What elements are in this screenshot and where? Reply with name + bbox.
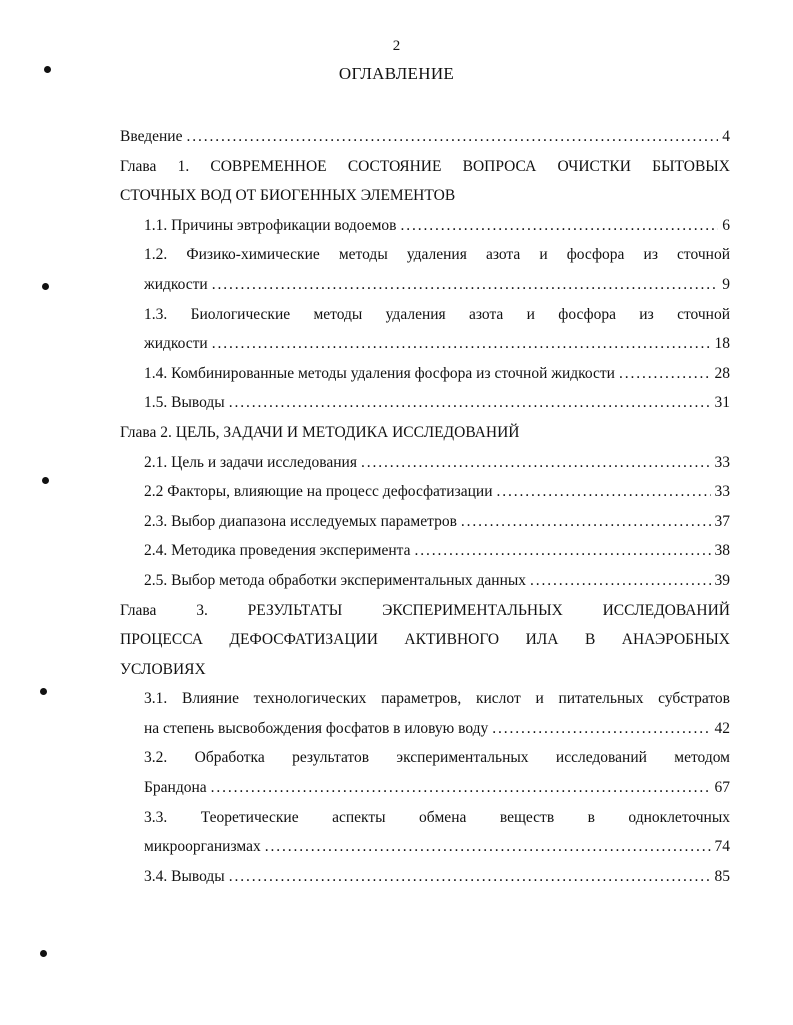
toc-entry-page: 31 <box>714 394 730 412</box>
toc-entry-3-1 <box>144 684 730 743</box>
toc-entry-label: 1.3. Биологические методы удаления азота и фосфора из сточной <box>144 305 730 323</box>
dot-leader <box>492 714 710 744</box>
toc-entry-page: 37 <box>714 512 730 530</box>
toc-entry-2-2 <box>144 477 730 507</box>
toc-entry-1-2 <box>144 240 730 299</box>
toc-entry-label: 3.4. Выводы <box>144 867 225 885</box>
toc-entry-page: 9 <box>722 275 730 293</box>
toc-entry-label-cont: жидкости <box>144 275 208 293</box>
toc-entry-1-3 <box>144 300 730 359</box>
dot-leader <box>211 773 711 803</box>
toc-entry-label: Введение <box>120 128 183 145</box>
dot-leader <box>497 477 711 507</box>
binding-hole-mark <box>44 66 51 73</box>
table-of-contents <box>120 122 730 891</box>
chapter-heading-line: УСЛОВИЯХ <box>120 660 206 678</box>
binding-hole-mark <box>40 950 47 957</box>
toc-entry-2-5 <box>144 566 730 596</box>
toc-entry-page: 18 <box>714 335 730 353</box>
toc-entry-label: 2.4. Методика проведения эксперимента <box>144 542 411 560</box>
toc-entry-label: 3.1. Влияние технологических параметров, кислот и питательных субстратов <box>144 690 730 708</box>
toc-entry-page: 33 <box>714 453 730 471</box>
toc-entry-page: 74 <box>714 838 730 856</box>
toc-entry-page: 42 <box>714 719 730 737</box>
dot-leader <box>530 566 710 596</box>
dot-leader <box>361 448 711 478</box>
toc-entry-page: 33 <box>714 483 730 501</box>
toc-chapter-2-heading <box>120 418 730 448</box>
toc-entry-3-2 <box>144 743 730 802</box>
toc-entry-intro <box>120 122 730 152</box>
toc-entry-label-cont: жидкости <box>144 335 208 353</box>
toc-entry-label: 1.5. Выводы <box>144 394 225 412</box>
chapter-heading-line: ПРОЦЕССА ДЕФОСФАТИЗАЦИИ АКТИВНОГО ИЛА В АНАЭРОБНЫХ <box>120 631 730 649</box>
toc-entry-1-1 <box>144 211 730 241</box>
toc-entry-1-5 <box>144 388 730 418</box>
binding-hole-mark <box>40 688 47 695</box>
chapter-heading-line: Глава 3. РЕЗУЛЬТАТЫ ЭКСПЕРИМЕНТАЛЬНЫХ ИССЛЕДОВАНИЙ <box>120 601 730 619</box>
toc-entry-label: 3.3. Теоретические аспекты обмена веществ в одноклеточных <box>144 808 730 826</box>
toc-entry-3-3 <box>144 803 730 862</box>
toc-title: ОГЛАВЛЕНИЕ <box>338 64 455 83</box>
dot-leader <box>400 211 718 241</box>
dot-leader <box>229 388 711 418</box>
toc-entry-label-cont: Брандона <box>144 779 207 797</box>
toc-entry-label: 2.2 Факторы, влияющие на процесс дефосфатизации <box>144 483 493 501</box>
toc-entry-page: 85 <box>714 867 730 885</box>
toc-chapter-3-heading <box>120 596 730 685</box>
dot-leader <box>186 122 718 152</box>
dot-leader <box>461 507 711 537</box>
toc-entry-2-4 <box>144 536 730 566</box>
toc-entry-page: 67 <box>714 779 730 797</box>
toc-entry-page: 28 <box>714 364 730 382</box>
toc-entry-label: 1.1. Причины эвтрофикации водоемов <box>144 216 397 234</box>
toc-entry-page: 38 <box>714 542 730 560</box>
toc-entry-label: 3.2. Обработка результатов экспериментальных исследований методом <box>144 749 730 767</box>
toc-entry-2-3 <box>144 507 730 537</box>
dot-leader <box>212 329 711 359</box>
toc-entry-label: 2.3. Выбор диапазона исследуемых параметров <box>144 512 457 530</box>
binding-hole-mark <box>42 477 49 484</box>
toc-entry-2-1 <box>144 448 730 478</box>
binding-hole-mark <box>42 283 49 290</box>
dot-leader <box>265 832 711 862</box>
toc-chapter-1-heading <box>120 152 730 211</box>
chapter-heading-line: СТОЧНЫХ ВОД ОТ БИОГЕННЫХ ЭЛЕМЕНТОВ <box>120 187 456 205</box>
chapter-heading-line: Глава 1. СОВРЕМЕННОЕ СОСТОЯНИЕ ВОПРОСА ОЧИСТКИ БЫТОВЫХ <box>120 157 730 175</box>
toc-entry-3-4 <box>144 862 730 892</box>
chapter-heading-line: Глава 2. ЦЕЛЬ, ЗАДАЧИ И МЕТОДИКА ИССЛЕДОВАНИЙ <box>120 423 520 441</box>
toc-entry-label: 1.4. Комбинированные методы удаления фосфора из сточной жидкости <box>144 364 615 382</box>
toc-entry-label: 2.1. Цель и задачи исследования <box>144 453 357 471</box>
toc-entry-1-4 <box>144 359 730 389</box>
toc-entry-label: 1.2. Физико-химические методы удаления азота и фосфора из сточной <box>144 246 730 264</box>
dot-leader <box>414 536 710 566</box>
toc-entry-label: 2.5. Выбор метода обработки экспериментальных данных <box>144 571 527 589</box>
toc-entry-page: 4 <box>722 128 730 145</box>
toc-entry-label-cont: микроорганизмах <box>144 838 261 856</box>
toc-entry-page: 6 <box>722 216 730 234</box>
toc-entry-label-cont: на степень высвобождения фосфатов в иловую воду <box>144 719 489 737</box>
dot-leader <box>212 270 719 300</box>
dot-leader <box>619 359 711 389</box>
dot-leader <box>229 862 711 892</box>
page-number: 2 <box>392 38 401 54</box>
toc-entry-page: 39 <box>714 571 730 589</box>
